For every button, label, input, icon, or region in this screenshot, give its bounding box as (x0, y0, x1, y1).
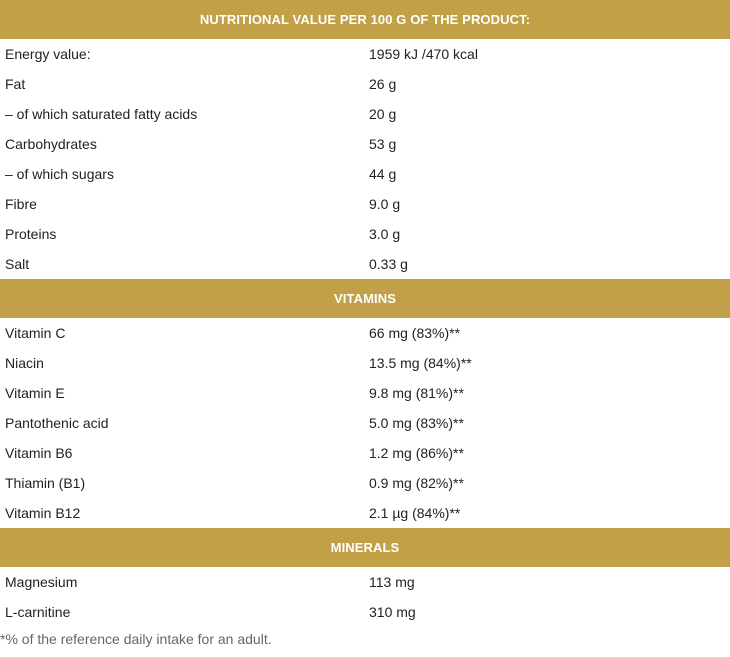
table-row (0, 69, 730, 99)
table-row (0, 567, 730, 597)
row-value: 44 g (369, 166, 397, 182)
row-name: L-carnitine (5, 604, 71, 620)
table-row (0, 189, 730, 219)
table-row (0, 129, 730, 159)
row-value: 53 g (369, 136, 397, 152)
row-value: 1959 kJ /470 kcal (369, 46, 478, 62)
row-name: Fat (5, 76, 26, 92)
row-name: Fibre (5, 196, 37, 212)
table-row (0, 498, 730, 528)
table-row (0, 249, 730, 279)
table-row (0, 318, 730, 348)
row-value: 0.33 g (369, 256, 408, 272)
row-value: 20 g (369, 106, 397, 122)
row-name: Pantothenic acid (5, 415, 109, 431)
row-name: Vitamin C (5, 325, 66, 341)
table-row (0, 597, 730, 627)
table-row (0, 408, 730, 438)
table-row (0, 468, 730, 498)
section-header-nutritional-value (0, 0, 730, 39)
table-row (0, 219, 730, 249)
section-header-vitamins (0, 279, 730, 318)
row-value: 0.9 mg (82%)** (369, 475, 464, 491)
row-value: 13.5 mg (84%)** (369, 355, 472, 371)
row-name: Proteins (5, 226, 57, 242)
row-name: Vitamin B12 (5, 505, 81, 521)
row-name: Carbohydrates (5, 136, 97, 152)
row-name: Salt (5, 256, 30, 272)
row-value: 5.0 mg (83%)** (369, 415, 464, 431)
section-title: VITAMINS (334, 291, 396, 306)
row-name: Energy value: (5, 46, 91, 62)
row-value: 3.0 g (369, 226, 401, 242)
table-row (0, 378, 730, 408)
row-value: 9.0 g (369, 196, 401, 212)
row-value: 310 mg (369, 604, 416, 620)
table-row (0, 99, 730, 129)
row-name: Vitamin B6 (5, 445, 73, 461)
section-header-minerals (0, 528, 730, 567)
row-value: 26 g (369, 76, 397, 92)
row-name: – of which saturated fatty acids (5, 106, 198, 122)
row-name: Magnesium (5, 574, 78, 590)
row-value: 1.2 mg (86%)** (369, 445, 464, 461)
section-title: NUTRITIONAL VALUE PER 100 G OF THE PRODUCT: (199, 12, 531, 27)
row-value: 2.1 µg (84%)** (369, 505, 461, 521)
row-name: Thiamin (B1) (5, 475, 86, 491)
section-title: MINERALS (330, 540, 400, 555)
row-name: Niacin (5, 355, 44, 371)
row-value: 113 mg (369, 574, 415, 590)
row-value: 66 mg (83%)** (369, 325, 461, 341)
row-value: 9.8 mg (81%)** (369, 385, 464, 401)
table-row (0, 159, 730, 189)
table-row (0, 348, 730, 378)
table-row (0, 438, 730, 468)
row-name: Vitamin E (5, 385, 65, 401)
row-name: – of which sugars (5, 166, 114, 182)
footnote: *% of the reference daily intake for an adult. (0, 631, 272, 647)
table-row (0, 39, 730, 69)
